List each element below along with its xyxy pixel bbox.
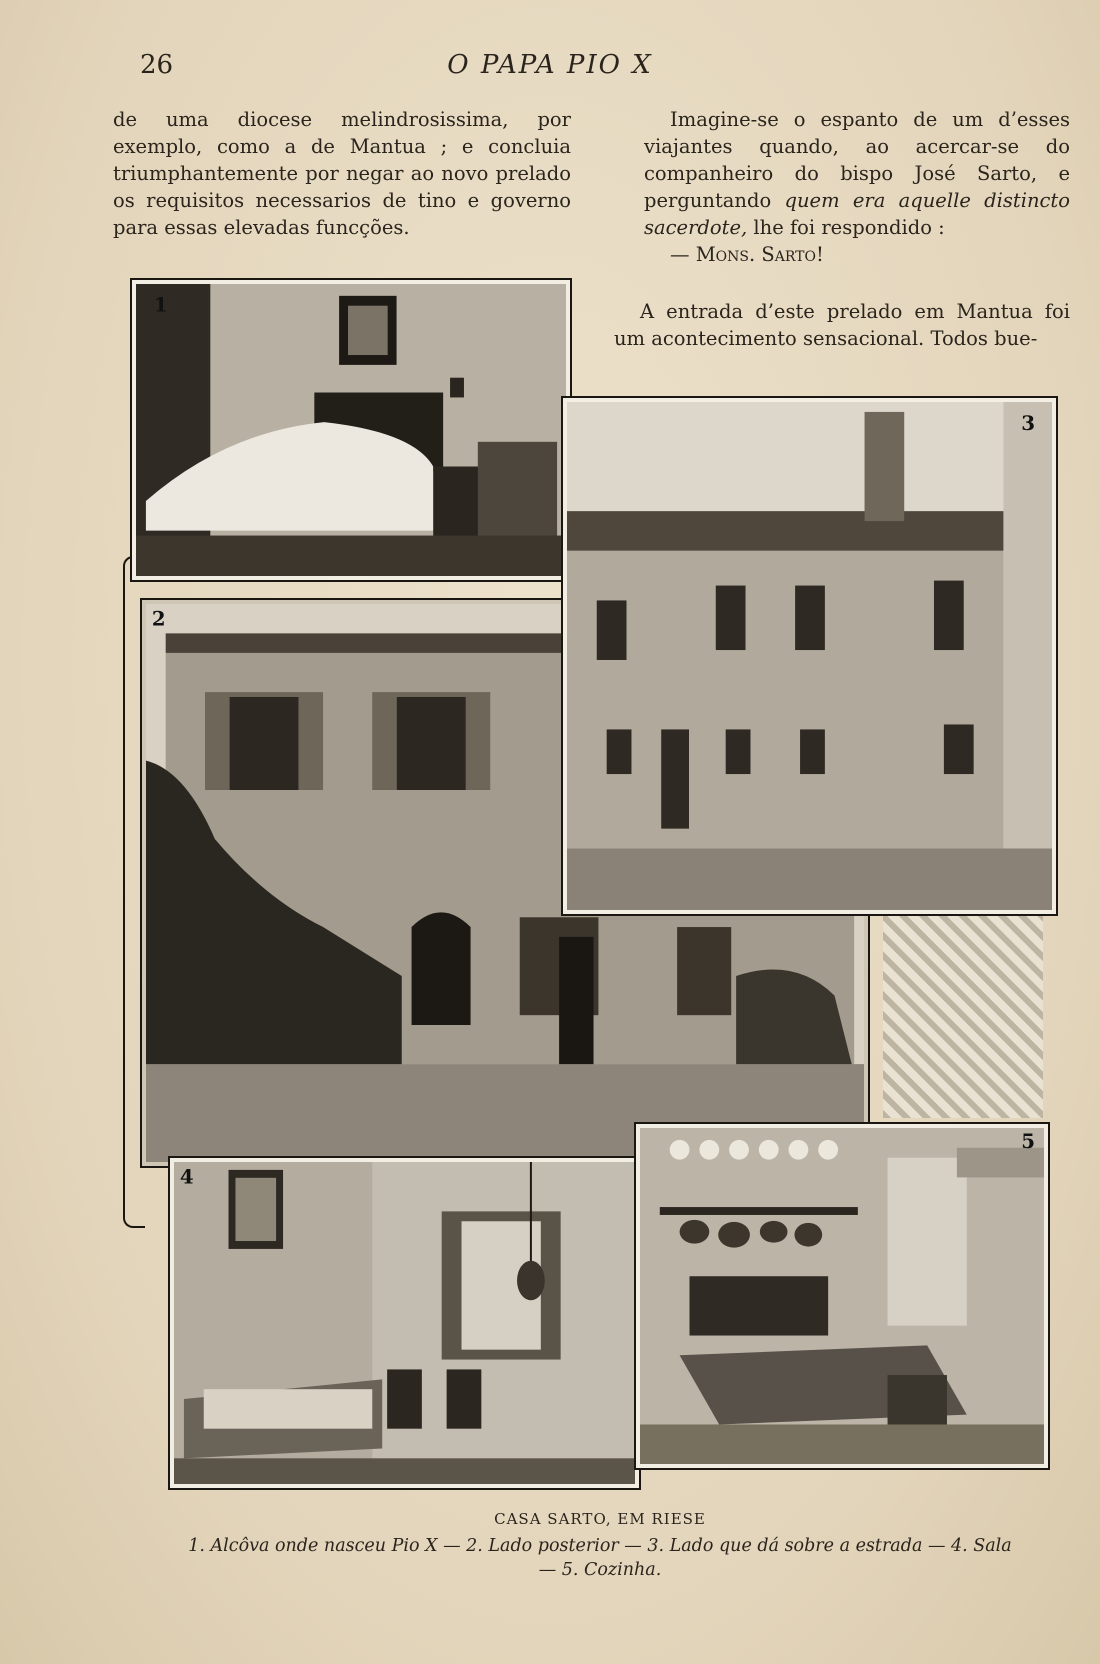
photo-number-4: 4 bbox=[179, 1164, 194, 1189]
photo-lado-estrada bbox=[561, 396, 1058, 916]
left-paragraph: de uma diocese melindrosissima, por exemplo, como a de Mantua ; e concluia triumphantemente por negar ao novo prelado os requisitos necessarios de tino e governo para essas elevadas funcções. bbox=[113, 108, 571, 239]
right-column-text-continued bbox=[614, 298, 1070, 352]
photo-number-2: 2 bbox=[151, 607, 166, 631]
caption-title: CASA SARTO, EM RIESE bbox=[494, 1510, 706, 1528]
photo-number-3: 3 bbox=[1021, 410, 1036, 435]
right-paragraph-start: Imagine-se o espanto de um d’esses viajantes quando, ao acercar-se do companheiro do bispo José Sarto, e perguntando bbox=[644, 108, 1070, 212]
photo-cozinha bbox=[634, 1122, 1050, 1470]
decorative-pattern bbox=[883, 916, 1043, 1118]
page-number: 26 bbox=[140, 50, 174, 80]
running-title: O PAPA PIO X bbox=[447, 50, 653, 80]
right-paragraph bbox=[644, 106, 1070, 241]
photo-sala bbox=[168, 1156, 641, 1490]
photo-number-1: 1 bbox=[153, 292, 168, 317]
quote-reply: — Mons. Sarto! bbox=[670, 243, 824, 266]
caption-text: 1. Alcôva onde nasceu Pio X — 2. Lado posterior — 3. Lado que dá sobre a estrada — 4. Sala — 5. Cozinha. bbox=[188, 1536, 1012, 1580]
right-paragraph-2: A entrada d’este prelado em Mantua foi um acontecimento sensacional. Todos bue- bbox=[614, 300, 1070, 350]
page-header bbox=[0, 50, 1100, 90]
photo-number-5: 5 bbox=[1021, 1128, 1036, 1153]
right-column-text bbox=[644, 106, 1070, 268]
left-column-text bbox=[113, 106, 571, 241]
right-paragraph-end: lhe foi respondido : bbox=[753, 216, 945, 239]
right-paragraph-italic: quem era aquelle distincto sacerdote, bbox=[644, 189, 1071, 239]
photo-alcova bbox=[130, 278, 572, 582]
